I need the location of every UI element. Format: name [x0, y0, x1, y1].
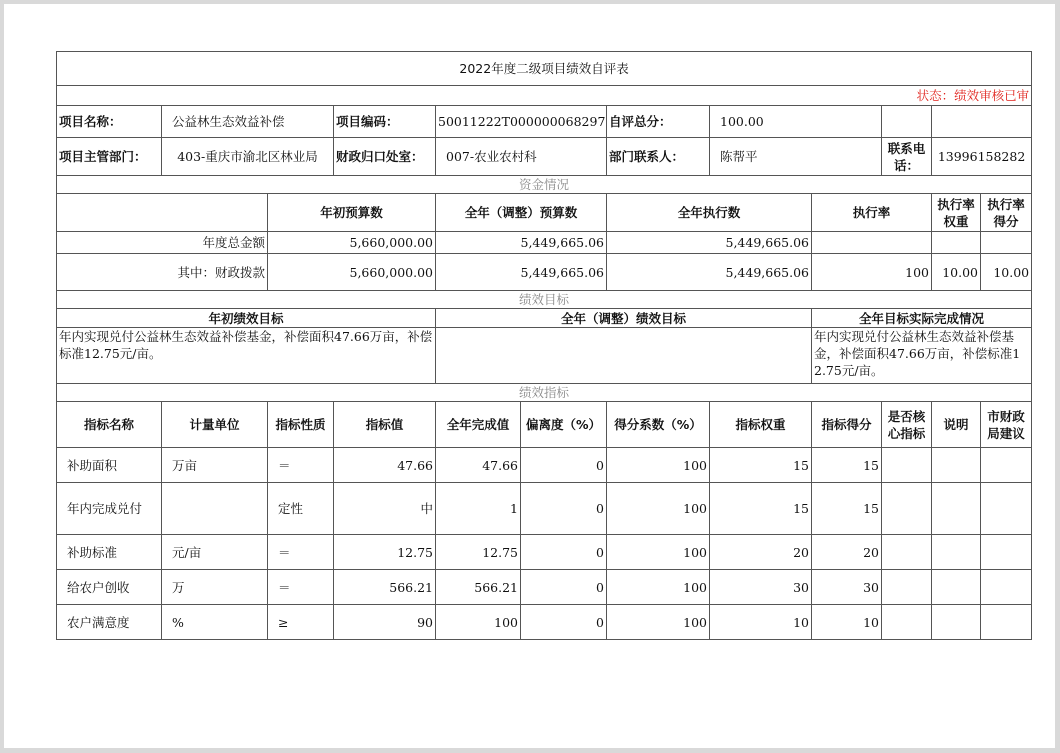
ind-unit: 万 [162, 570, 268, 605]
goals-adjusted-text [436, 328, 812, 384]
funds-header-executed: 全年执行数 [607, 194, 812, 232]
ind-score: 20 [812, 535, 882, 570]
ind-weight: 10 [710, 605, 812, 640]
ind-done: 1 [436, 483, 521, 535]
goals-actual-text: 年内实现兑付公益林生态效益补偿基金，补偿面积47.66万亩，补偿标准12.75元/亩。 [812, 328, 1032, 384]
ind-done: 100 [436, 605, 521, 640]
document-page [4, 4, 1055, 748]
ind-score: 15 [812, 483, 882, 535]
dept-label: 项目主管部门： [57, 138, 162, 176]
status-text: 状态：绩效审核已审 [57, 86, 1032, 106]
funds-section-title: 资金情况 [57, 176, 1032, 194]
indicator-row [57, 605, 1032, 640]
ind-value: 566.21 [334, 570, 436, 605]
ind-score: 15 [812, 448, 882, 483]
funds-score [981, 232, 1032, 254]
ind-unit: % [162, 605, 268, 640]
indicator-row [57, 448, 1032, 483]
ind-header-dev: 偏离度（%） [521, 402, 607, 448]
evaluation-table [56, 51, 1032, 640]
ind-name: 给农户创收 [57, 570, 162, 605]
ind-advice [981, 448, 1032, 483]
contact-label: 部门联系人： [607, 138, 710, 176]
ind-header-name: 指标名称 [57, 402, 162, 448]
ind-dev: 0 [521, 448, 607, 483]
funds-initial: 5,660,000.00 [268, 232, 436, 254]
ind-weight: 30 [710, 570, 812, 605]
ind-weight: 15 [710, 483, 812, 535]
finance-office-label: 财政归口处室： [334, 138, 436, 176]
project-code-value: 50011222T000000068297 [436, 106, 607, 138]
indicators-header-row [57, 402, 1032, 448]
ind-header-weight: 指标权重 [710, 402, 812, 448]
funds-row [57, 254, 1032, 291]
ind-note [932, 605, 981, 640]
ind-coef: 100 [607, 605, 710, 640]
ind-header-nature: 指标性质 [268, 402, 334, 448]
ind-header-note: 说明 [932, 402, 981, 448]
self-score-value: 100.00 [710, 106, 882, 138]
ind-unit [162, 483, 268, 535]
ind-name: 补助标准 [57, 535, 162, 570]
ind-nature: ≥ [268, 605, 334, 640]
ind-name: 补助面积 [57, 448, 162, 483]
ind-done: 47.66 [436, 448, 521, 483]
ind-header-core: 是否核心指标 [882, 402, 932, 448]
ind-score: 10 [812, 605, 882, 640]
ind-header-done: 全年完成值 [436, 402, 521, 448]
project-code-label: 项目编码： [334, 106, 436, 138]
project-name-label: 项目名称： [57, 106, 162, 138]
ind-name: 年内完成兑付 [57, 483, 162, 535]
ind-nature: 定性 [268, 483, 334, 535]
funds-adjusted: 5,449,665.06 [436, 254, 607, 291]
ind-dev: 0 [521, 483, 607, 535]
funds-rate [812, 232, 932, 254]
ind-weight: 20 [710, 535, 812, 570]
funds-header-weight: 执行率权重 [932, 194, 981, 232]
ind-dev: 0 [521, 535, 607, 570]
goals-initial-text: 年内实现兑付公益林生态效益补偿基金，补偿面积47.66万亩，补偿标准12.75元/亩。 [57, 328, 436, 384]
funds-executed: 5,449,665.06 [607, 232, 812, 254]
ind-coef: 100 [607, 448, 710, 483]
indicator-row [57, 570, 1032, 605]
goals-section-title: 绩效目标 [57, 291, 1032, 309]
ind-value: 12.75 [334, 535, 436, 570]
ind-value: 47.66 [334, 448, 436, 483]
page-title: 2022年度二级项目绩效自评表 [57, 52, 1032, 86]
ind-value: 中 [334, 483, 436, 535]
ind-dev: 0 [521, 570, 607, 605]
ind-coef: 100 [607, 535, 710, 570]
ind-advice [981, 535, 1032, 570]
funds-row-label: 年度总金额 [57, 232, 268, 254]
project-name-value: 公益林生态效益补偿 [162, 106, 334, 138]
ind-dev: 0 [521, 605, 607, 640]
ind-note [932, 570, 981, 605]
phone-label: 联系电话： [882, 138, 932, 176]
dept-value: 403-重庆市渝北区林业局 [162, 138, 334, 176]
funds-adjusted: 5,449,665.06 [436, 232, 607, 254]
ind-note [932, 448, 981, 483]
ind-note [932, 483, 981, 535]
indicator-row [57, 535, 1032, 570]
funds-header-initial: 年初预算数 [268, 194, 436, 232]
ind-coef: 100 [607, 483, 710, 535]
ind-advice [981, 605, 1032, 640]
ind-nature: ＝ [268, 570, 334, 605]
ind-name: 农户满意度 [57, 605, 162, 640]
goals-actual-label: 全年目标实际完成情况 [812, 309, 1032, 328]
funds-weight: 10.00 [932, 254, 981, 291]
funds-row [57, 232, 1032, 254]
finance-office-value: 007-农业农村科 [436, 138, 607, 176]
ind-weight: 15 [710, 448, 812, 483]
funds-initial: 5,660,000.00 [268, 254, 436, 291]
ind-nature: ＝ [268, 535, 334, 570]
ind-header-coef: 得分系数（%） [607, 402, 710, 448]
ind-nature: ＝ [268, 448, 334, 483]
indicators-section-title: 绩效指标 [57, 384, 1032, 402]
funds-weight [932, 232, 981, 254]
ind-header-score: 指标得分 [812, 402, 882, 448]
funds-rate: 100 [812, 254, 932, 291]
ind-core [882, 570, 932, 605]
ind-unit: 万亩 [162, 448, 268, 483]
funds-header-rate: 执行率 [812, 194, 932, 232]
ind-header-value: 指标值 [334, 402, 436, 448]
ind-advice [981, 570, 1032, 605]
funds-header-score: 执行率得分 [981, 194, 1032, 232]
ind-note [932, 535, 981, 570]
ind-header-advice: 市财政局建议 [981, 402, 1032, 448]
ind-coef: 100 [607, 570, 710, 605]
ind-core [882, 483, 932, 535]
funds-header-adjusted: 全年（调整）预算数 [436, 194, 607, 232]
goals-adjusted-label: 全年（调整）绩效目标 [436, 309, 812, 328]
contact-value: 陈帮平 [710, 138, 882, 176]
funds-row-label: 其中：财政拨款 [57, 254, 268, 291]
ind-score: 30 [812, 570, 882, 605]
ind-core [882, 448, 932, 483]
phone-value: 13996158282 [932, 138, 1032, 176]
ind-done: 12.75 [436, 535, 521, 570]
indicator-row [57, 483, 1032, 535]
ind-header-unit: 计量单位 [162, 402, 268, 448]
ind-core [882, 535, 932, 570]
ind-unit: 元/亩 [162, 535, 268, 570]
goals-initial-label: 年初绩效目标 [57, 309, 436, 328]
ind-advice [981, 483, 1032, 535]
ind-done: 566.21 [436, 570, 521, 605]
funds-executed: 5,449,665.06 [607, 254, 812, 291]
indicators-body [57, 448, 1032, 640]
ind-value: 90 [334, 605, 436, 640]
funds-score: 10.00 [981, 254, 1032, 291]
ind-core [882, 605, 932, 640]
self-score-label: 自评总分： [607, 106, 710, 138]
